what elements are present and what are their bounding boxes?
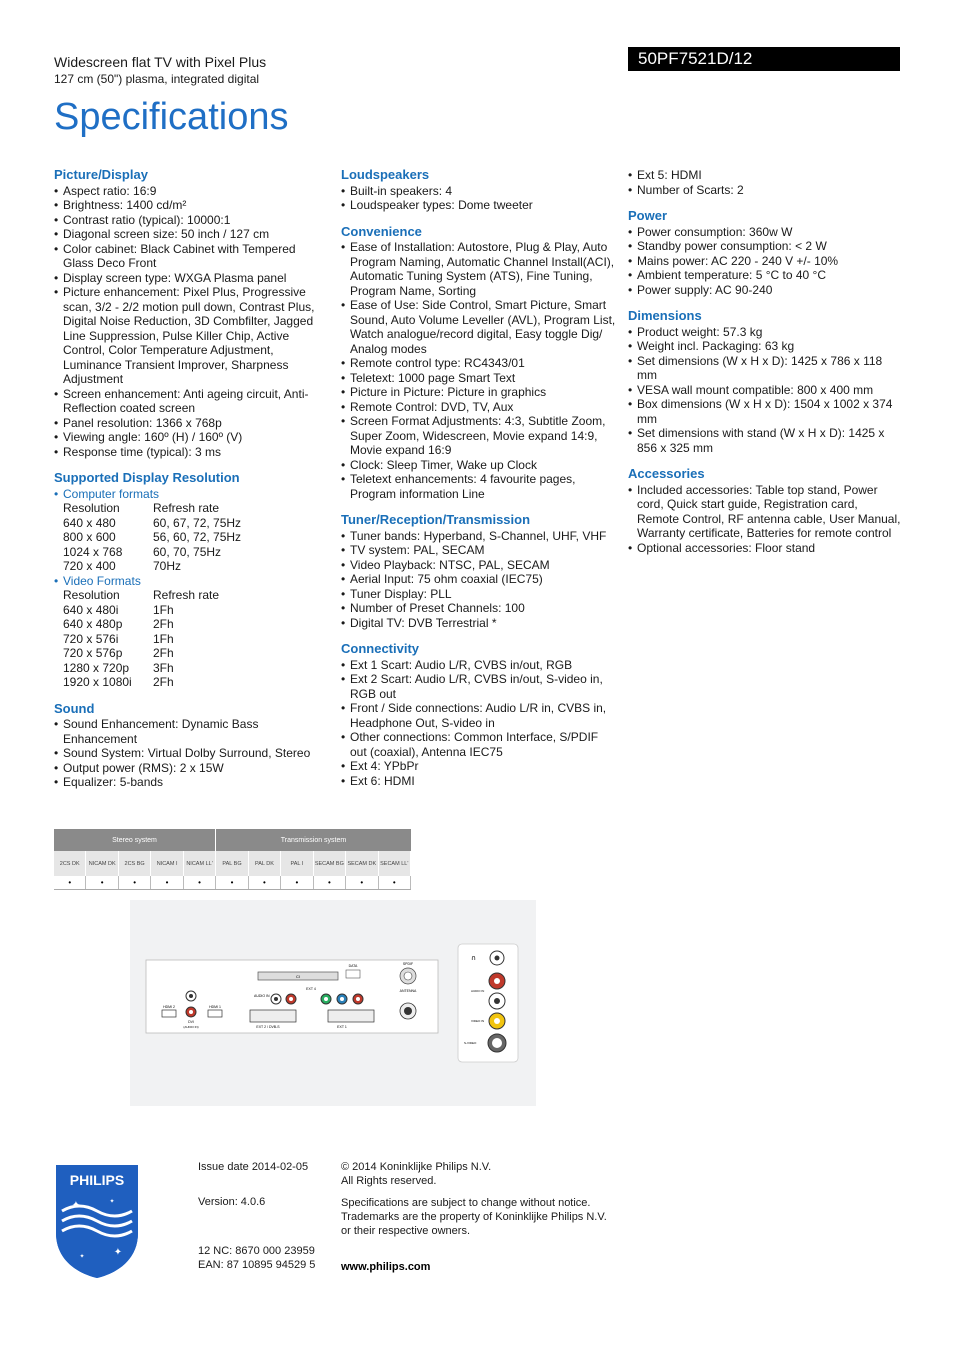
computer-formats-table <box>54 501 329 574</box>
tx-support-dot: • <box>54 876 86 889</box>
table-row <box>63 661 329 676</box>
table-row <box>63 632 329 647</box>
spec-item: • Other connections: Common Interface, S/PDIF out (coaxial), Antenna IEC75 <box>341 730 616 759</box>
spec-column-1 <box>54 168 329 790</box>
refresh-cell: Refresh rate <box>153 501 220 515</box>
power-list <box>628 225 903 298</box>
section-title: Power <box>628 208 668 223</box>
refresh-cell: 60, 70, 75Hz <box>153 544 222 559</box>
tx-column-label: NICAM I <box>151 851 183 876</box>
spec-item: • Tuner bands: Hyperband, S-Channel, UHF, VHF <box>341 529 616 544</box>
tx-support-dot: • <box>314 876 346 889</box>
tx-support-dot: • <box>346 876 378 889</box>
spec-item: • Ambient temperature: 5 °C to 40 °C <box>628 268 903 283</box>
refresh-cell: 1Fh <box>153 631 174 646</box>
spec-item: • Number of Preset Channels: 100 <box>341 601 616 616</box>
side-svideo-label: S-VIDEO <box>464 1041 477 1045</box>
tx-support-dot: • <box>281 876 313 889</box>
video-formats-label: • Video Formats <box>54 574 329 589</box>
spec-item: • Ease of Installation: Autostore, Plug & Play, Auto Program Naming, Automatic Channel Install(ACI), Automatic Tuning System (ATS), Fine Tuning, Program Name, Sorting <box>341 240 616 298</box>
spec-item: • VESA wall mount compatible: 800 x 400 mm <box>628 383 903 398</box>
philips-shield-logo <box>54 1163 140 1279</box>
resolution-cell: 640 x 480p <box>63 617 123 631</box>
footer-legal <box>341 1160 607 1274</box>
spec-item: • Panel resolution: 1366 x 768p <box>54 416 329 431</box>
svg-text:✦: ✦ <box>71 1200 81 1211</box>
connector-diagram <box>130 900 536 1106</box>
table-header-row <box>63 588 329 603</box>
tx-column-label: 2CS DK <box>54 851 86 876</box>
spec-item: • Picture in Picture: Picture in graphics <box>341 385 616 400</box>
spec-item: • Screen Format Adjustments: 4:3, Subtitle Zoom, Super Zoom, Widescreen, Movie expand 14:9, Movie expand 16:9 <box>341 414 616 458</box>
spec-item: • Optional accessories: Floor stand <box>628 541 903 556</box>
spec-item: • Power supply: AC 90-240 <box>628 283 903 298</box>
refresh-cell: 3Fh <box>153 660 174 675</box>
computer-formats-label: • Computer formats <box>54 487 329 502</box>
tx-column-label: SECAM LL' <box>379 851 411 876</box>
refresh-cell: 56, 60, 72, 75Hz <box>153 530 242 544</box>
connectivity-cont-list <box>628 168 903 197</box>
tx-column-label: PAL I <box>281 851 313 876</box>
spec-item: • Box dimensions (W x H x D): 1504 x 1002 x 374 mm <box>628 397 903 426</box>
spec-item: • Ext 5: HDMI <box>628 168 903 183</box>
spec-item: • Video Playback: NTSC, PAL, SECAM <box>341 558 616 573</box>
spec-item: • Display screen type: WXGA Plasma panel <box>54 271 329 286</box>
refresh-cell: 2Fh <box>153 617 174 631</box>
spec-item: • Standby power consumption: < 2 W <box>628 239 903 254</box>
tuner-list <box>341 529 616 631</box>
spec-item: • Loudspeaker types: Dome tweeter <box>341 198 616 213</box>
logo-wordmark: PHILIPS <box>69 1172 125 1188</box>
spec-item: • Remote Control: DVD, TV, Aux <box>341 400 616 415</box>
footer-meta <box>198 1160 315 1272</box>
section-title: Convenience <box>341 223 422 239</box>
svg-text:✦: ✦ <box>113 1247 123 1258</box>
tx-support-dot: • <box>151 876 183 889</box>
spec-item: • Picture enhancement: Pixel Plus, Progressive scan, 3/2 - 2/2 motion pull down, Contrast Plus, Digital Noise Reduction, 3D Combfilter, Jagged Line Suppression, Pulse Killer Chip, Active Control, Color Temperature Adjustment, Luminance Transient Improver, Sharpness Adjustment <box>54 285 329 387</box>
spec-item: • Diagonal screen size: 50 inch / 127 cm <box>54 227 329 242</box>
rights: All Rights reserved. <box>341 1175 437 1187</box>
section-title: Loudspeakers <box>341 167 430 182</box>
refresh-cell: 1Fh <box>153 602 174 617</box>
spec-column-2 <box>341 168 616 788</box>
loudspeakers-list <box>341 184 616 213</box>
product-title: Widescreen flat TV with Pixel Plus <box>54 54 267 70</box>
copyright: © 2014 Koninklijke Philips N.V. <box>341 1161 492 1173</box>
resolution-cell: 720 x 576i <box>63 631 119 646</box>
resolution-cell: 720 x 576p <box>63 646 123 660</box>
tx-support-dot: • <box>216 876 248 889</box>
table-row <box>63 559 329 574</box>
spec-item: • Aerial Input: 75 ohm coaxial (IEC75) <box>341 572 616 587</box>
section-title: Sound <box>54 700 95 716</box>
spec-item: • Remote control type: RC4343/01 <box>341 356 616 371</box>
dvi-audio-label: (AUDIO IN) <box>183 1025 199 1029</box>
dimensions-list <box>628 325 903 456</box>
spec-item: • Product weight: 57.3 kg <box>628 325 903 340</box>
model-number: 50PF7521D/12 <box>628 47 900 71</box>
accessories-list <box>628 483 903 556</box>
notice-1: Specifications are subject to change without notice. <box>341 1197 591 1209</box>
spec-item: • Digital TV: DVB Terrestrial * <box>341 616 616 631</box>
spec-item: • Viewing angle: 160º (H) / 160º (V) <box>54 430 329 445</box>
spec-item: • Contrast ratio (typical): 10000:1 <box>54 213 329 228</box>
ext4-label: EXT 4 <box>306 987 316 991</box>
spec-item: • Ext 4: YPbPr <box>341 759 616 774</box>
resolution-cell: Resolution <box>63 588 120 602</box>
spec-item: • Sound Enhancement: Dynamic Bass Enhancement <box>54 717 329 746</box>
spec-item: • Built-in speakers: 4 <box>341 184 616 199</box>
table-header-row <box>63 501 329 516</box>
spec-item: • Ext 2 Scart: Audio L/R, CVBS in/out, S-video in, RGB out <box>341 672 616 701</box>
tx-support-dot: • <box>379 876 411 889</box>
tx-column-label: 2CS BG <box>119 851 151 876</box>
antenna-label: ANTENNA <box>399 989 417 993</box>
website-link[interactable]: www.philips.com <box>341 1261 431 1273</box>
section-title: Picture/Display <box>54 167 148 182</box>
spdif-label: SPDIF <box>402 962 414 966</box>
spec-item: • TV system: PAL, SECAM <box>341 543 616 558</box>
spec-item: • Set dimensions (W x H x D): 1425 x 786 x 118 mm <box>628 354 903 383</box>
audio-in-label: AUDIO IN <box>254 994 270 998</box>
refresh-cell: Refresh rate <box>153 588 220 602</box>
connectivity-list <box>341 658 616 789</box>
spec-item: • Color cabinet: Black Cabinet with Tempered Glass Deco Front <box>54 242 329 271</box>
product-subtitle: 127 cm (50") plasma, integrated digital <box>54 72 260 86</box>
sound-list <box>54 717 329 790</box>
tx-support-dot: • <box>249 876 281 889</box>
resolution-cell: 640 x 480 <box>63 515 116 530</box>
tx-column-labels <box>54 851 411 876</box>
tx-column-label: SECAM BG <box>314 851 346 876</box>
spec-item: • Ease of Use: Side Control, Smart Picture, Smart Sound, Auto Volume Leveller (AVL), Program List, Watch analogue/record digital, Easy toggle Dig/ Analog modes <box>341 298 616 356</box>
spec-item: • Sound System: Virtual Dolby Surround, Stereo <box>54 746 329 761</box>
resolution-cell: 640 x 480i <box>63 602 119 617</box>
dvi-label: DVI <box>188 1020 194 1024</box>
tx-support-dot: • <box>184 876 216 889</box>
ci-label: CI <box>296 974 300 979</box>
tx-column-label: NICAM LL' <box>184 851 216 876</box>
spec-item: • Mains power: AC 220 - 240 V +/- 10% <box>628 254 903 269</box>
table-row <box>63 530 329 545</box>
spec-item: • Weight incl. Packaging: 63 kg <box>628 339 903 354</box>
version: Version: 4.0.6 <box>198 1196 266 1208</box>
tx-support-dot: • <box>86 876 118 889</box>
spec-item: • Screen enhancement: Anti ageing circuit, Anti-Reflection coated screen <box>54 387 329 416</box>
convenience-list <box>341 240 616 501</box>
tx-column-label: SECAM DK <box>346 851 378 876</box>
refresh-cell: 70Hz <box>153 559 182 573</box>
resolution-cell: 720 x 400 <box>63 559 116 573</box>
table-row <box>63 516 329 531</box>
hdmi2-label: HDMI 2 <box>163 1005 175 1009</box>
refresh-cell: 60, 67, 72, 75Hz <box>153 515 242 530</box>
spec-item: • Tuner Display: PLL <box>341 587 616 602</box>
table-row <box>63 646 329 661</box>
connection-panel-diagram <box>130 900 536 1106</box>
spec-item: • Ext 1 Scart: Audio L/R, CVBS in/out, RGB <box>341 658 616 673</box>
video-formats-table <box>54 588 329 690</box>
issue-date: Issue date 2014-02-05 <box>198 1161 309 1173</box>
transmission-table <box>54 829 411 890</box>
spec-item: • Power consumption: 360w W <box>628 225 903 240</box>
notice-2: Trademarks are the property of Koninklijke Philips N.V. <box>341 1211 607 1223</box>
transmission-system-header: Transmission system <box>216 829 411 851</box>
spec-item: • Teletext enhancements: 4 favourite pages, Program information Line <box>341 472 616 501</box>
refresh-cell: 2Fh <box>153 646 174 660</box>
spec-column-3 <box>628 168 903 555</box>
spec-item: • Equalizer: 5-bands <box>54 775 329 790</box>
ean-code: EAN: 87 10895 94529 5 <box>198 1259 316 1271</box>
stereo-system-header: Stereo system <box>54 829 215 851</box>
page-title: Specifications <box>54 96 289 138</box>
spec-item: • Aspect ratio: 16:9 <box>54 184 329 199</box>
resolution-cell: 800 x 600 <box>63 530 116 544</box>
table-row <box>63 675 329 690</box>
ext2-label: EXT 2 / DVB-S <box>256 1025 280 1029</box>
section-title: Accessories <box>628 466 705 481</box>
section-title: Connectivity <box>341 641 420 656</box>
tx-column-label: NICAM DK <box>86 851 118 876</box>
resolution-cell: 1920 x 1080i <box>63 675 132 689</box>
spec-item: • Front / Side connections: Audio L/R in, CVBS in, Headphone Out, S-video in <box>341 701 616 730</box>
spec-item: • Response time (typical): 3 ms <box>54 445 329 460</box>
section-title: Dimensions <box>628 308 702 323</box>
tx-dot-row <box>54 876 411 890</box>
resolution-cell: 1024 x 768 <box>63 544 123 559</box>
ext1-label: EXT 1 <box>337 1025 347 1029</box>
spec-item: • Ext 6: HDMI <box>341 774 616 789</box>
svg-text:✦: ✦ <box>79 1253 85 1260</box>
headphone-icon: ∩ <box>471 954 477 962</box>
refresh-cell: 2Fh <box>153 675 174 689</box>
picture-list <box>54 184 329 460</box>
nc-code: 12 NC: 8670 000 23959 <box>198 1245 315 1257</box>
table-row <box>63 603 329 618</box>
resolution-cell: 1280 x 720p <box>63 660 130 675</box>
tx-column-label: PAL BG <box>216 851 248 876</box>
spec-item: • Included accessories: Table top stand, Power cord, Quick start guide, Registration card, Remote Control, RF antenna cable, User Manual, Warranty certificate, Batteries for remote control <box>628 483 903 541</box>
tx-support-dot: • <box>119 876 151 889</box>
tx-column-label: PAL DK <box>249 851 281 876</box>
spec-item: • Number of Scarts: 2 <box>628 183 903 198</box>
notice-3: or their respective owners. <box>341 1225 470 1237</box>
svg-text:✦: ✦ <box>109 1198 115 1205</box>
table-row <box>63 617 329 632</box>
data-label: DATA <box>348 964 358 968</box>
spec-item: • Clock: Sleep Timer, Wake up Clock <box>341 458 616 473</box>
spec-item: • Output power (RMS): 2 x 15W <box>54 761 329 776</box>
section-title: Supported Display Resolution <box>54 470 240 485</box>
table-row <box>63 545 329 560</box>
spec-item: • Set dimensions with stand (W x H x D): 1425 x 856 x 325 mm <box>628 426 903 455</box>
spec-item: • Brightness: 1400 cd/m² <box>54 198 329 213</box>
resolution-cell: Resolution <box>63 501 120 515</box>
hdmi1-label: HDMI 1 <box>209 1005 221 1009</box>
section-title: Tuner/Reception/Transmission <box>341 512 531 527</box>
side-video-label: VIDEO IN <box>471 1019 485 1023</box>
spec-item: • Teletext: 1000 page Smart Text <box>341 371 616 386</box>
side-audio-label: AUDIO IN <box>471 989 485 993</box>
